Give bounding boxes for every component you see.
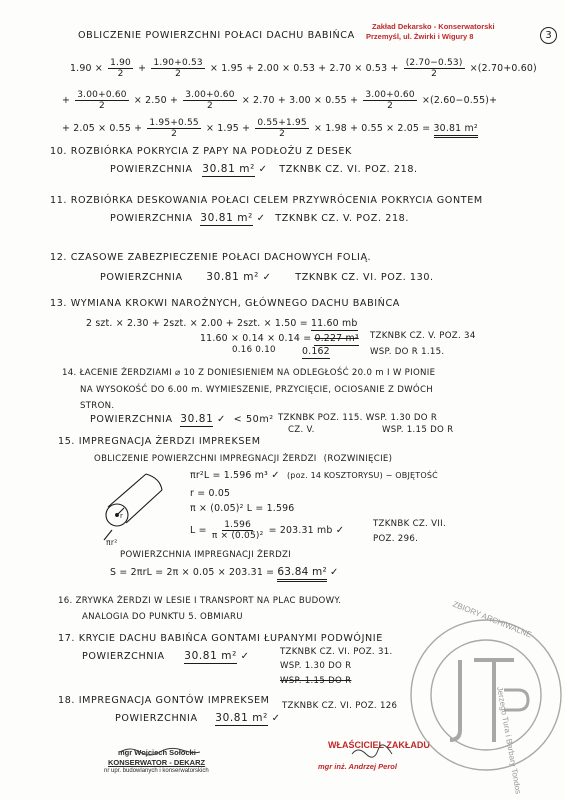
conservator-stamp-line3: nr upr. budowlanych i konserwatorskich: [104, 768, 209, 774]
section-15-f1: πr²L = 1.596 m³ ✓ (poz. 14 KOSZTORYSU) − OBJĘTOŚĆ: [190, 470, 438, 481]
section-15-sub: OBLICZENIE POWIERZCHNI IMPREGNACJI ŻERDZI (ROZWINIĘCIE): [94, 454, 393, 464]
section-15-p-value: 63.84 m²: [277, 566, 326, 582]
section-15-f2: r = 0.05: [190, 488, 231, 499]
section-11-ref: TZKNBK CZ. V. POZ. 218.: [275, 213, 410, 224]
section-15-p-formula: S = 2πrL = 2π × 0.05 × 203.31 = 63.84 m² ✓: [110, 566, 339, 579]
section-15-f3: π × (0.05)² L = 1.596: [190, 503, 295, 514]
section-13-struck: 0.227 m³: [314, 333, 359, 344]
signature-scribbles: [120, 745, 392, 757]
section-14-line1: 14. ŁACENIE ŻERDZIAMI ⌀ 10 Z DONIESIENIEM NA ODLEGŁOŚĆ 20.0 m I W PIONIE: [62, 368, 436, 378]
archive-watermark: [411, 620, 561, 770]
section-14-ref1: TZKNBK POZ. 115. WSP. 1.30 DO R: [278, 413, 438, 423]
calc-total: 30.81 m²: [434, 123, 478, 138]
section-17-ref1: TZKNBK CZ. VI. POZ. 31.: [280, 647, 393, 657]
section-13-line2: 11.60 × 0.14 × 0.14 = 0.227 m³: [200, 333, 359, 344]
section-13-ref1: TZKNBK CZ. V. POZ. 34: [370, 331, 476, 341]
section-15-f4: L = $\frac{1.596}{\text{π × (0.05)²}}$ = 203.31 mb ✓: [190, 520, 345, 541]
section-13-ref2: WSP. DO R 1.15.: [370, 347, 445, 357]
section-10-title: 10. ROZBIÓRKA POKRYCIA Z PAPY NA PODŁOŻU Z DESEK: [50, 146, 352, 157]
section-10-ref: TZKNBK CZ. VI. POZ. 218.: [279, 164, 418, 175]
section-13-line1: 2 szt. × 2.30 + 2szt. × 2.00 + 2szt. × 1.50 = 11.60 mb: [86, 318, 358, 329]
section-14-ref2: CZ. V.: [288, 425, 315, 435]
section-17-title: 17. KRYCIE DACHU BABIŃCA GONTAMI ŁUPANYMI PODWÓJNIE: [58, 633, 383, 644]
section-12-row: POWIERZCHNIA 30.81 m² ✓ TZKNBK CZ. VI. POZ. 130.: [100, 271, 434, 283]
archive-watermark-bottom: Jerzego Tura i Barbary Tondos: [495, 686, 523, 795]
section-14-row: POWIERZCHNIA 30.81 ✓ < 50m²: [90, 413, 274, 425]
owner-stamp-line1: WŁAŚCICIEL ZAKŁADU: [328, 740, 430, 750]
section-17-ref2: WSP. 1.30 DO R: [280, 661, 352, 671]
section-13-title: 13. WYMIANA KROKWI NAROŻNYCH, GŁÓWNEGO DACHU BABIŃCA: [50, 298, 400, 309]
section-18-value: 30.81 m²: [215, 712, 268, 724]
calc-line-3: + 2.05 × 0.55 + $\frac{1.95+0.55}{2}$ × 1.95 + $\frac{0.55+1.95}{2}$ × 1.98 + 0.55 × 2.05 = 30.81 m²: [62, 118, 478, 139]
section-13-result2: 0.162: [302, 346, 330, 357]
section-15-title: 15. IMPREGNACJA ŻERDZI IMPREKSEM: [58, 436, 261, 447]
section-11-title: 11. ROZBIÓRKA DESKOWANIA POŁACI CELEM PRZYWRÓCENIA POKRYCIA GONTEM: [50, 195, 483, 206]
section-14-line2: NA WYSOKOŚĆ DO 6.00 m. WYMIESZENIE, PRZYCIĘCIE, OCIOSANIE Z DWÓCH: [80, 385, 434, 395]
calc-line-1: 1.90 × $\frac{1.90}{2}$ + $\frac{1.90+0.53}{2}$ × 1.95 + 2.00 × 0.53 + 2.70 × 0.53 + $\frac{(2.70-0.53)}{2}$ ×(2.70+0.60): [70, 58, 537, 79]
section-10-value: 30.81 m²: [202, 163, 255, 175]
section-12-value: 30.81 m²: [206, 271, 259, 283]
conservator-stamp-line1: mgr Wojciech Sołocki: [118, 748, 196, 757]
company-stamp-line1: Zakład Dekarsko - Konserwatorski: [372, 22, 495, 31]
diagram-label-r: r: [120, 512, 124, 520]
section-13-correction: 0.16 0.10: [232, 345, 276, 355]
section-15-ref1: TZKNBK CZ. VII.: [373, 519, 446, 529]
section-18-ref: TZKNBK CZ. VI. POZ. 126: [282, 701, 398, 711]
diagram-label-area: πr²: [106, 538, 118, 547]
section-14-line3: STRON.: [80, 401, 115, 411]
section-11-row: POWIERZCHNIA 30.81 m² ✓ TZKNBK CZ. V. POZ. 218.: [110, 212, 410, 224]
section-11-value: 30.81 m²: [200, 212, 253, 224]
section-17-ref3: WSP. 1.15 DO R: [280, 676, 352, 686]
section-12-title: 12. CZASOWE ZABEZPIECZENIE POŁACI DACHOWYCH FOLIĄ.: [50, 252, 372, 263]
section-14-ref3: WSP. 1.15 DO R: [382, 425, 454, 435]
section-17-row: POWIERZCHNIA 30.81 m² ✓: [82, 650, 250, 662]
section-13-result1: 11.60 mb: [310, 318, 358, 329]
section-16-line1: 16. ZRYWKA ŻERDZI W LESIE I TRANSPORT NA PLAC BUDOWY.: [58, 596, 342, 606]
section-14-compare: < 50m²: [233, 414, 274, 425]
conservator-stamp-line2: KONSERWATOR - DEKARZ: [108, 758, 206, 767]
section-16-line2: ANALOGIA DO PUNKTU 5. OBMIARU: [82, 612, 243, 622]
section-18-title: 18. IMPREGNACJA GONTÓW IMPREKSEM: [58, 695, 270, 706]
document-title: OBLICZENIE POWIERZCHNI POŁACI DACHU BABIŃCA: [78, 30, 355, 41]
section-17-value: 30.81 m²: [184, 650, 237, 662]
company-stamp-line2: Przemyśl, ul. Żwirki i Wigury 8: [366, 32, 474, 41]
section-10-row: POWIERZCHNIA 30.81 m² ✓ TZKNBK CZ. VI. POZ. 218.: [110, 163, 418, 175]
section-18-row: POWIERZCHNIA 30.81 m² ✓: [115, 712, 281, 724]
section-12-ref: TZKNBK CZ. VI. POZ. 130.: [295, 272, 434, 283]
section-14-value: 30.81: [180, 413, 214, 425]
archive-watermark-top: ZBIORY ARCHIWALNE: [451, 599, 533, 640]
calc-line-2: + $\frac{3.00+0.60}{2}$ × 2.50 + $\frac{3.00+0.60}{2}$ × 2.70 + 3.00 × 0.55 + $\frac{3.00+0.60}{2}$ ×(2.60−0.55)+: [62, 90, 498, 111]
section-15-ref2: POZ. 296.: [373, 534, 419, 544]
section-15-p-label: POWIERZCHNIA IMPREGNACJI ŻERDZI: [120, 550, 292, 560]
rod-diagram: [104, 474, 162, 540]
owner-stamp-line2: mgr inż. Andrzej Perol: [318, 762, 397, 771]
page-number: 3: [540, 27, 557, 44]
